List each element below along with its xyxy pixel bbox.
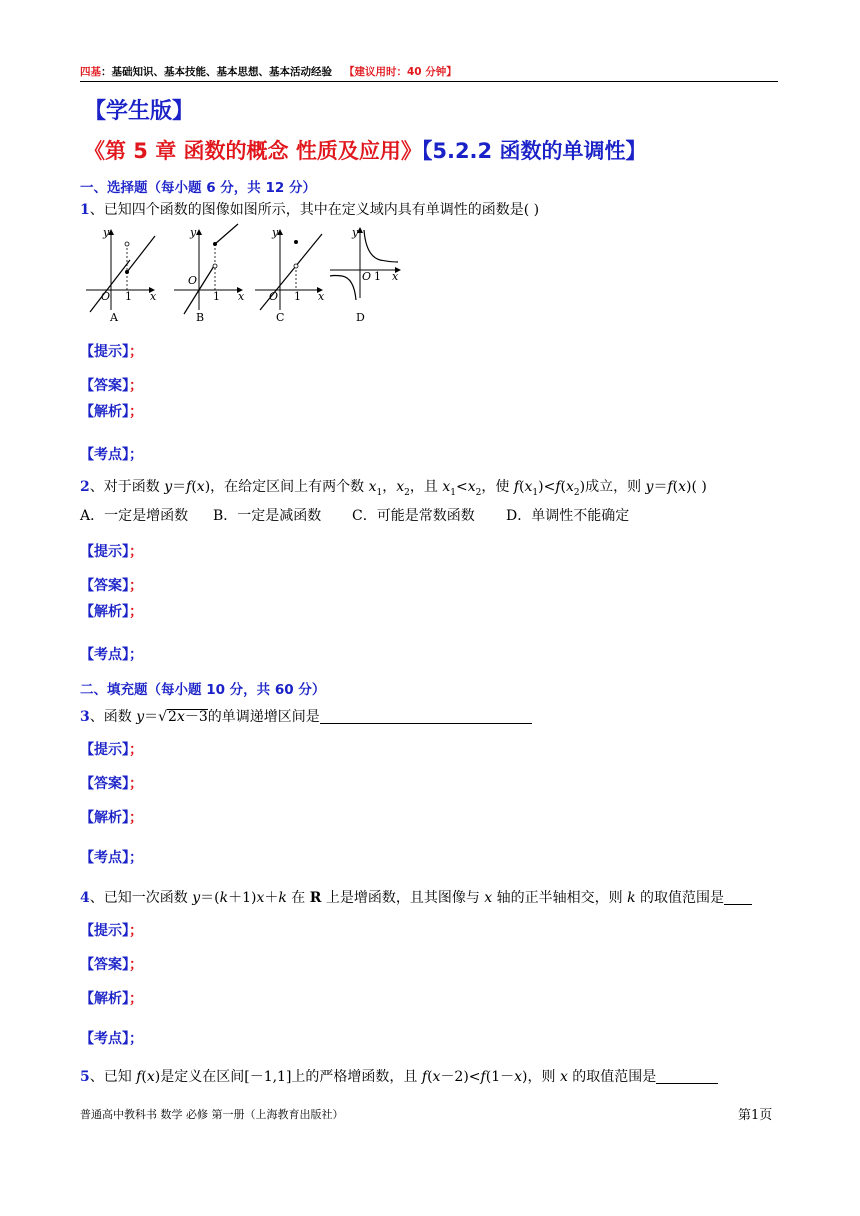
graph-a-one: 1 <box>125 290 132 303</box>
q2-option-d: D．单调性不能确定 <box>506 508 630 524</box>
question-1 <box>80 199 539 219</box>
question-5: 5、已知 f(x)是定义在区间[－1,1]上的严格增函数，且 f(x－2)<f(1－x)，则 x 的取值范围是 <box>80 1066 718 1086</box>
page-number: 第1页 <box>738 1108 773 1123</box>
answer-blank[interactable] <box>656 1069 718 1084</box>
q4-analysis: 【解析】； <box>80 991 143 1007</box>
graph-a-caption: A <box>110 311 118 324</box>
graph-b-origin: O <box>188 274 198 287</box>
header-rule <box>80 81 778 82</box>
q2-hint: 【提示】； <box>80 544 143 560</box>
title-section: 【5.2.2 函数的单调性】 <box>421 139 647 163</box>
section-heading-fill: 二、填充题（每小题 10 分，共 60 分） <box>80 682 326 698</box>
question-text: 、已知四个函数的图像如图所示，其中在定义域内具有单调性的函数是( ) <box>89 202 540 218</box>
graph-a <box>86 226 157 324</box>
graph-c-caption: C <box>276 311 285 324</box>
q2-option-b: B．一定是减函数 <box>213 508 322 524</box>
answer-blank[interactable] <box>320 709 532 724</box>
q2-option-a: A．一定是增函数 <box>80 508 189 524</box>
graph-b-ylabel: y <box>190 226 197 239</box>
graph-b <box>174 224 245 324</box>
graph-c <box>255 226 325 324</box>
graph-a-origin: O <box>101 290 111 303</box>
answer-blank[interactable] <box>724 890 752 905</box>
q3-hint: 【提示】； <box>80 742 143 758</box>
page-title <box>84 135 646 165</box>
header-main: ：基础知识、基本技能、基本思想、基本活动经验 <box>101 66 332 78</box>
q1-analysis: 【解析】； <box>80 404 143 420</box>
graph-c-xlabel: x <box>318 290 325 303</box>
q2-option-c: C．可能是常数函数 <box>352 508 475 524</box>
q3-answer: 【答案】； <box>80 776 143 792</box>
graph-c-one: 1 <box>294 290 301 303</box>
graph-d-caption: D <box>356 311 365 324</box>
question-2: 2、对于函数 y＝f(x)，在给定区间上有两个数 $x_1$，$x_2$，且 $x_1<x_2$，使 $f(x_1)<f(x_2)$成立，则 y＝f(x)( ) <box>80 479 707 498</box>
graph-c-origin: O <box>269 290 279 303</box>
q4-answer: 【答案】； <box>80 957 143 973</box>
graph-b-one: 1 <box>213 290 220 303</box>
q2-answer: 【答案】； <box>80 578 143 594</box>
question-3: 3、函数 y＝√2x－3的单调递增区间是 <box>80 706 532 726</box>
footer-book-info: 普通高中教科书 数学 必修 第一册（上海教育出版社） <box>80 1108 344 1121</box>
graph-b-caption: B <box>196 311 205 324</box>
page-header <box>80 64 457 79</box>
graph-a-xlabel: x <box>150 290 157 303</box>
question-number: 1 <box>80 202 90 218</box>
q2-point: 【考点】； <box>80 647 143 663</box>
header-tip: 【建议用时：40 分钟】 <box>344 66 457 78</box>
q1-answer: 【答案】； <box>80 378 143 394</box>
graph-d-one: 1 <box>374 270 381 283</box>
q4-hint: 【提示】； <box>80 923 143 939</box>
graph-a-ylabel: y <box>103 226 110 239</box>
q2-analysis: 【解析】； <box>80 604 143 620</box>
q3-analysis: 【解析】； <box>80 810 143 826</box>
section-heading-choice: 一、选择题（每小题 6 分，共 12 分） <box>80 180 316 196</box>
graph-d-xlabel: x <box>392 270 399 283</box>
graph-c-ylabel: y <box>272 226 279 239</box>
q4-point: 【考点】； <box>80 1031 143 1047</box>
edition-label: 【学生版】 <box>84 99 195 124</box>
graph-b-xlabel: x <box>238 290 245 303</box>
header-prefix: 四基 <box>80 66 101 78</box>
q1-point: 【考点】； <box>80 447 143 463</box>
title-chapter: 《第 5 章 函数的概念 性质及应用》 <box>84 139 422 163</box>
q1-graphs <box>80 222 410 326</box>
graph-d-ylabel: y <box>352 226 359 239</box>
q3-point: 【考点】； <box>80 850 143 866</box>
graph-d-origin: O <box>362 270 372 283</box>
q1-hint: 【提示】； <box>80 344 143 360</box>
graph-d <box>330 226 400 324</box>
question-4: 4、已知一次函数 y＝(k＋1)x＋k 在 R 上是增函数，且其图像与 x 轴的正半轴相交，则 k 的取值范围是 <box>80 887 752 907</box>
